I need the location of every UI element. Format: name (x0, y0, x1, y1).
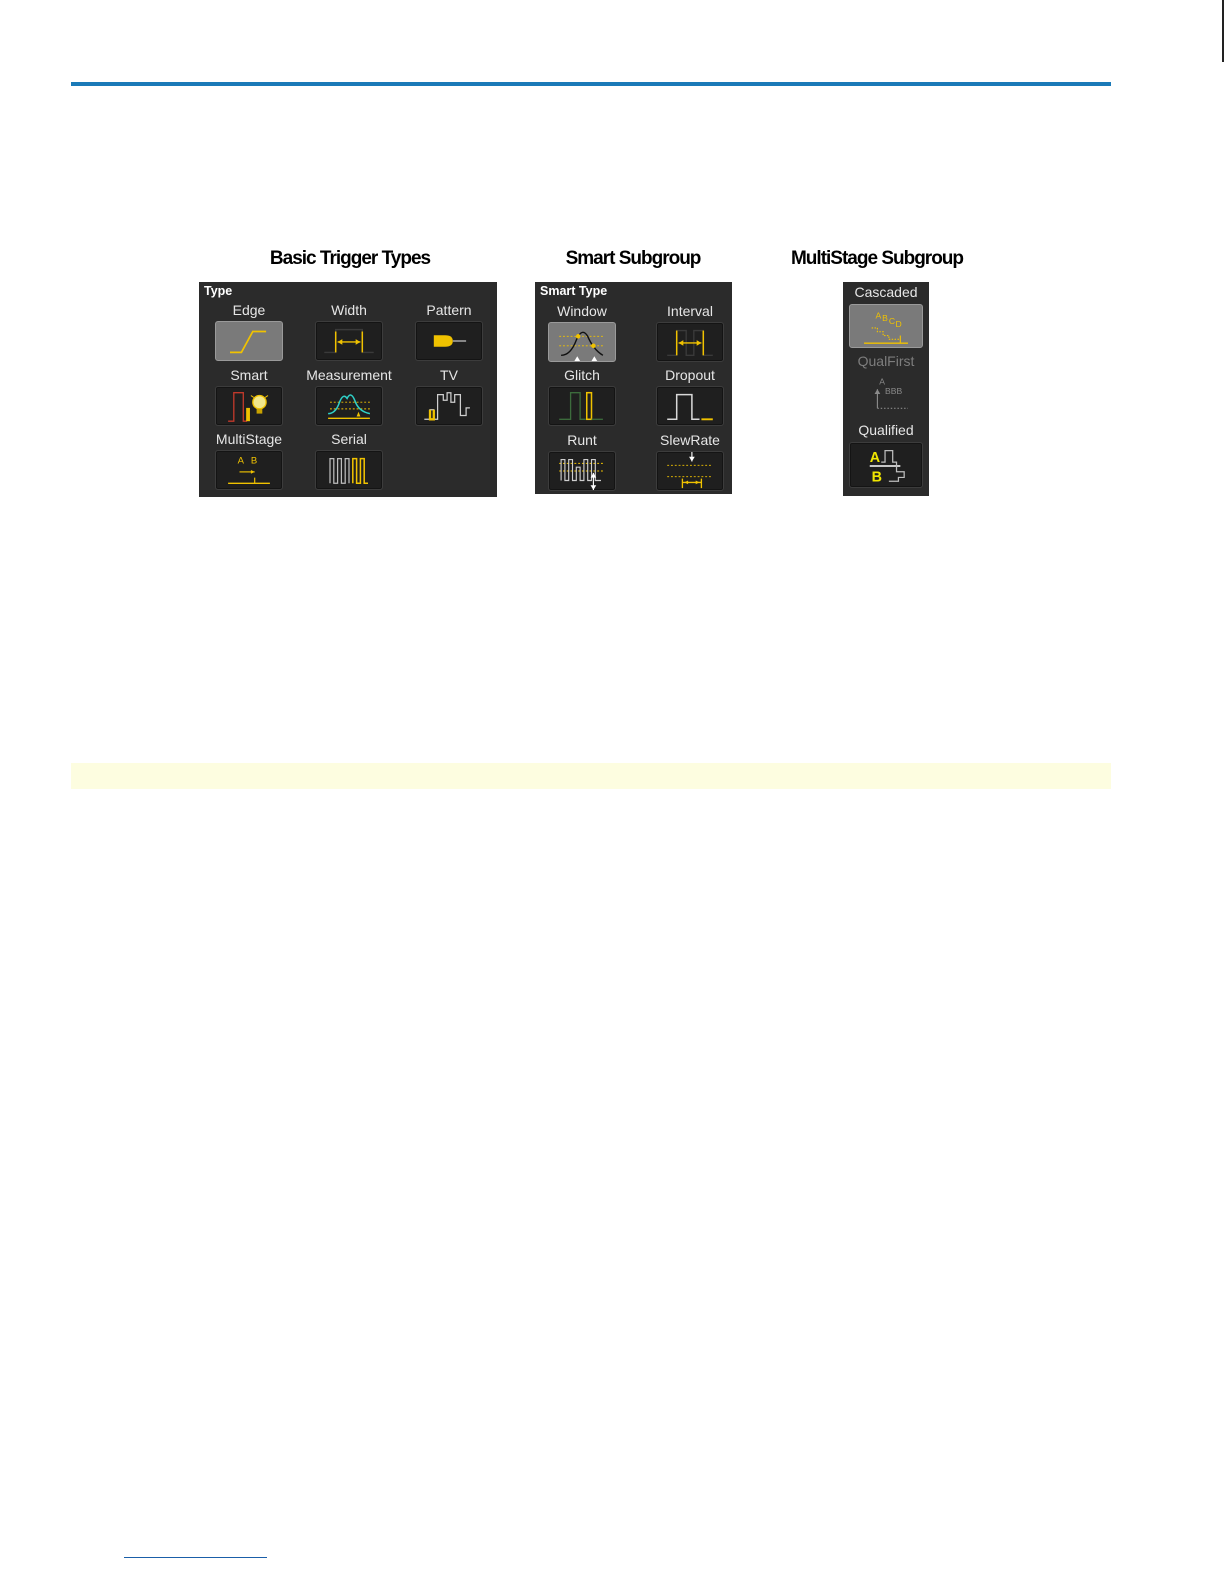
edge-trigger-icon (216, 322, 282, 360)
qualified-icon-b: B (871, 469, 883, 486)
window-trigger-icon (549, 323, 615, 361)
cascaded-icon-b: B (882, 313, 888, 324)
smart-trigger-icon (216, 387, 282, 425)
multistage-icon-a: A (237, 455, 244, 467)
qualfirst-icon-b: BBB (885, 385, 903, 396)
slewrate-label: SlewRate (660, 432, 720, 448)
width-button[interactable] (315, 321, 383, 361)
width-trigger-icon (316, 322, 382, 360)
footer-link-underline (124, 1557, 267, 1558)
serial-label: Serial (331, 431, 367, 447)
basic-trigger-panel (199, 282, 497, 497)
measurement-label: Measurement (306, 367, 392, 383)
dropout-trigger-icon (657, 387, 723, 425)
note-highlight-bar (71, 763, 1111, 789)
interval-trigger-icon (657, 323, 723, 361)
interval-label: Interval (667, 303, 713, 319)
caption-basic-trigger-types: Basic Trigger Types (269, 248, 431, 269)
cascaded-icon-c: C (888, 316, 896, 327)
qualfirst-label: QualFirst (857, 353, 915, 369)
panel-title-type: Type (204, 284, 233, 298)
multistage-label: MultiStage (215, 431, 283, 447)
qualfirst-button[interactable] (849, 371, 923, 415)
window-button[interactable] (548, 322, 616, 362)
cascaded-trigger-icon (850, 305, 922, 347)
pattern-trigger-icon (416, 322, 482, 360)
tv-label: TV (440, 367, 458, 383)
runt-trigger-icon (549, 452, 615, 490)
width-label: Width (331, 302, 367, 318)
cascaded-icon-d: D (895, 318, 902, 329)
panel-title-smart-type: Smart Type (540, 284, 608, 298)
qualified-icon-a: A (869, 450, 881, 467)
measurement-button[interactable] (315, 386, 383, 426)
qualified-button[interactable] (849, 442, 923, 488)
glitch-button[interactable] (548, 386, 616, 426)
serial-trigger-icon (316, 451, 382, 489)
pattern-label: Pattern (426, 302, 472, 318)
slewrate-trigger-icon (657, 452, 723, 490)
glitch-trigger-icon (549, 387, 615, 425)
runt-button[interactable] (548, 451, 616, 491)
caption-multistage-subgroup: MultiStage Subgroup (790, 248, 964, 269)
multistage-trigger-icon (216, 451, 282, 489)
interval-button[interactable] (656, 322, 724, 362)
dropout-button[interactable] (656, 386, 724, 426)
slewrate-button[interactable] (656, 451, 724, 491)
pattern-button[interactable] (415, 321, 483, 361)
edge-label: Edge (232, 302, 266, 318)
multistage-icon-b: B (250, 455, 258, 467)
multistage-subgroup-panel (843, 282, 929, 496)
qualified-label: Qualified (858, 422, 914, 438)
tv-button[interactable] (415, 386, 483, 426)
dropout-label: Dropout (665, 367, 715, 383)
measurement-trigger-icon (316, 387, 382, 425)
qualified-trigger-icon (850, 443, 922, 487)
cascaded-icon-a: A (875, 310, 882, 321)
smart-button[interactable] (215, 386, 283, 426)
smart-label: Smart (230, 367, 268, 383)
serial-button[interactable] (315, 450, 383, 490)
caption-smart-subgroup: Smart Subgroup (565, 248, 701, 269)
tv-trigger-icon (416, 387, 482, 425)
qualfirst-trigger-icon (850, 372, 922, 414)
runt-label: Runt (567, 432, 597, 448)
glitch-label: Glitch (564, 367, 600, 383)
edge-button[interactable] (215, 321, 283, 361)
window-label: Window (557, 303, 607, 319)
cascaded-label: Cascaded (854, 284, 918, 300)
multistage-button[interactable] (215, 450, 283, 490)
cascaded-button[interactable] (849, 304, 923, 348)
qualfirst-icon-a: A (879, 376, 886, 387)
smart-type-panel (535, 282, 732, 494)
header-rule (71, 82, 1111, 86)
